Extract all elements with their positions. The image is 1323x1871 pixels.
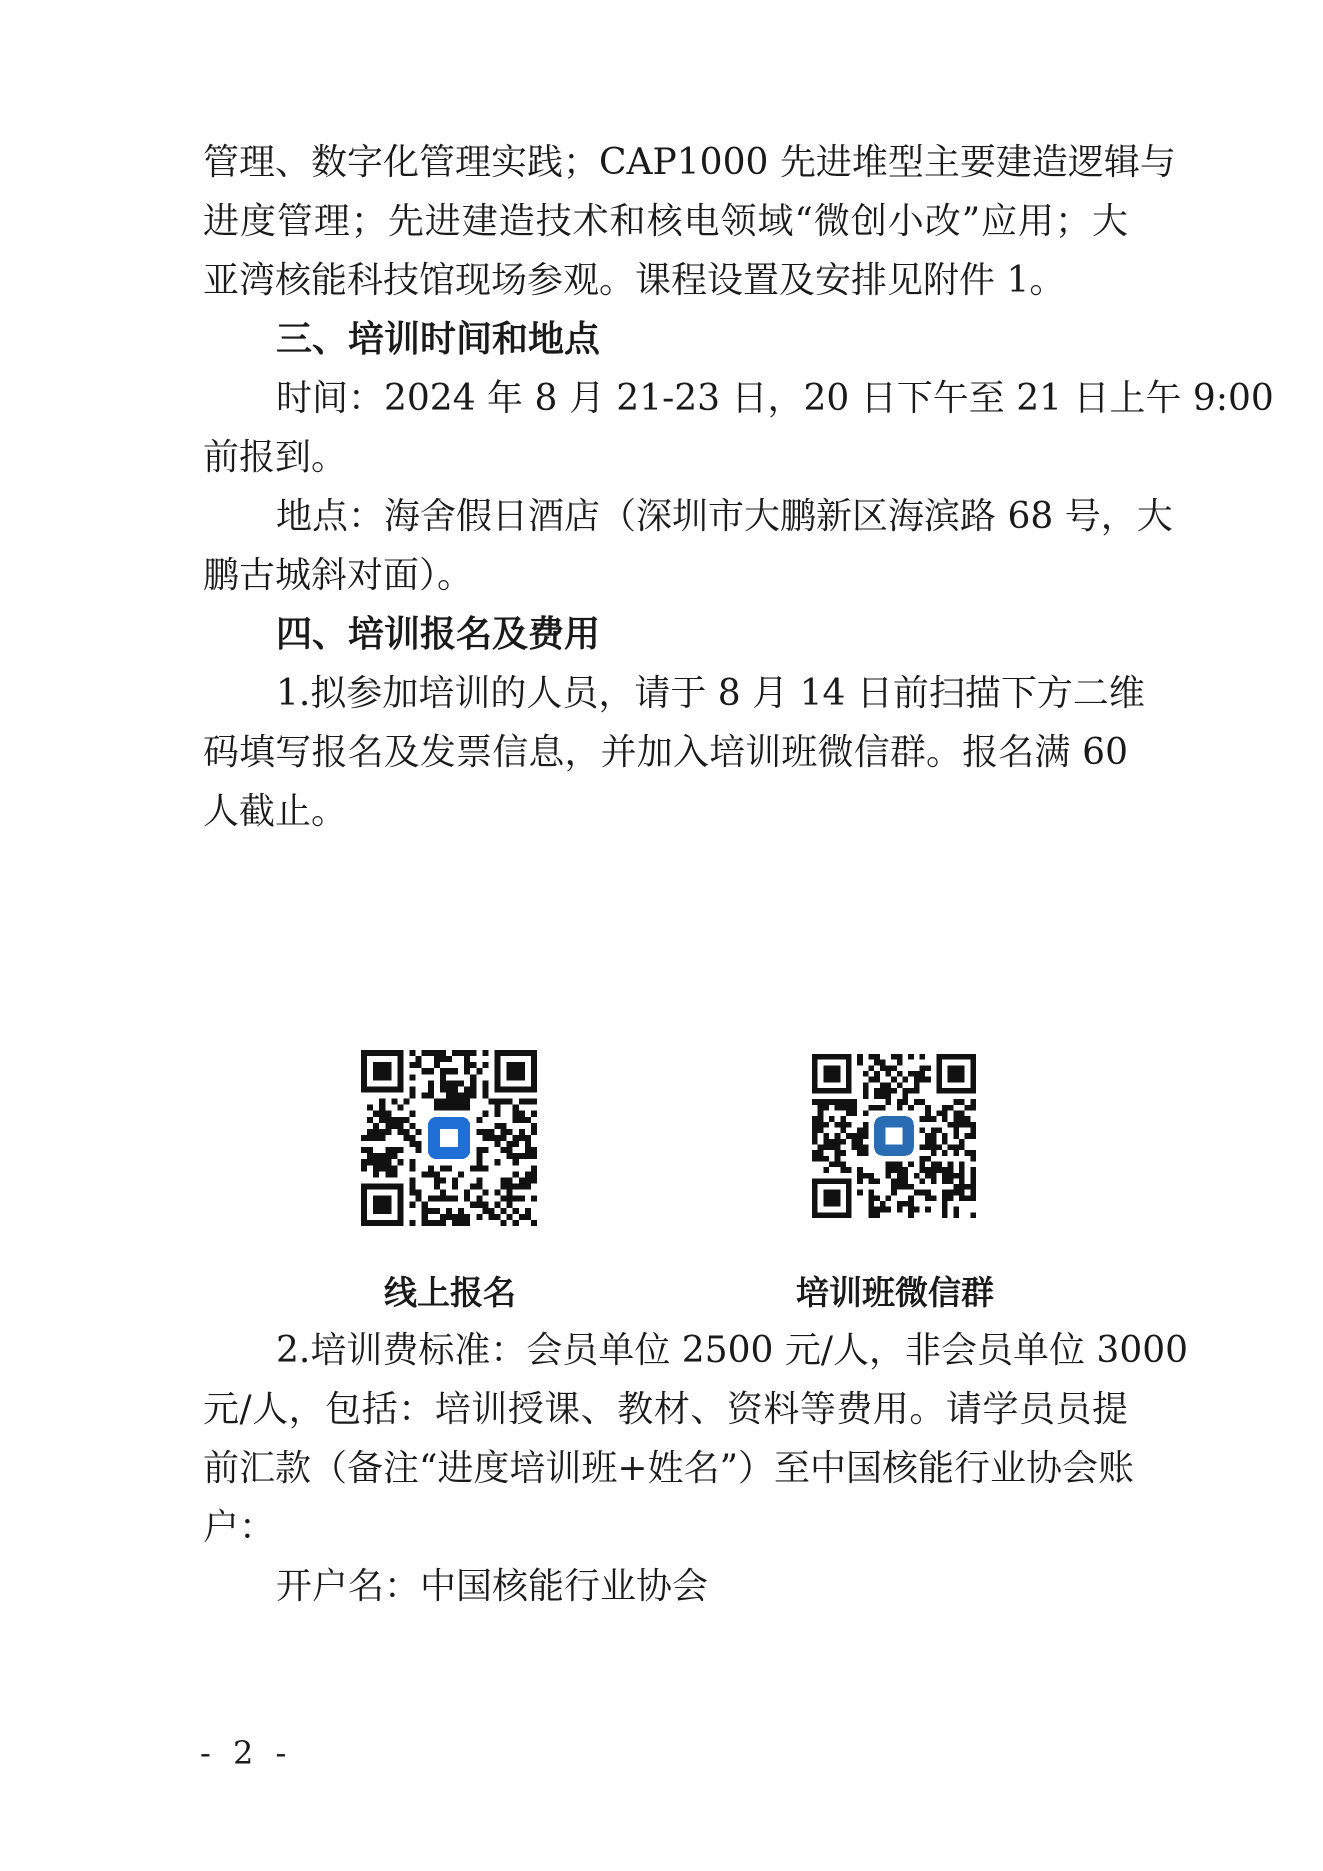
qr-label-wechat-group: 培训班微信群	[796, 1273, 994, 1312]
text-line: 人截止。	[203, 791, 348, 832]
text-line: 地点：海舍假日酒店（深圳市大鹏新区海滨路 68 号，大	[276, 496, 1173, 537]
text-line: 开户名：中国核能行业协会	[276, 1566, 709, 1607]
text-line: 户：	[203, 1507, 276, 1548]
text-line: 鹏古城斜对面）。	[203, 555, 474, 596]
text-line: 管理、数字化管理实践；CAP1000 先进堆型主要建造逻辑与	[203, 142, 1176, 183]
text-line: 2.培训费标准：会员单位 2500 元/人，非会员单位 3000	[276, 1330, 1189, 1371]
text-line: 亚湾核能科技馆现场参观。课程设置及安排见附件 1。	[203, 260, 1066, 301]
page-number: - 2 -	[200, 1734, 293, 1772]
text-line: 元/人，包括：培训授课、教材、资料等费用。请学员员提	[203, 1389, 1128, 1430]
section-heading: 三、培训时间和地点	[276, 319, 601, 360]
registration-qr-code[interactable]	[361, 1050, 537, 1226]
section-heading: 四、培训报名及费用	[276, 614, 601, 655]
text-line: 前汇款（备注“进度培训班+姓名”）至中国核能行业协会账	[203, 1448, 1134, 1489]
text-line: 码填写报名及发票信息，并加入培训班微信群。报名满 60	[203, 732, 1128, 773]
text-line: 前报到。	[203, 437, 348, 478]
text-line: 1.拟参加培训的人员，请于 8 月 14 日前扫描下方二维	[276, 673, 1145, 714]
wechat-group-qr-code[interactable]	[812, 1054, 976, 1218]
text-line: 时间：2024 年 8 月 21-23 日，20 日下午至 21 日上午 9:00	[276, 378, 1274, 419]
qr-label-registration: 线上报名	[384, 1273, 516, 1312]
text-line: 进度管理；先进建造技术和核电领域“微创小改”应用；大	[203, 201, 1128, 242]
